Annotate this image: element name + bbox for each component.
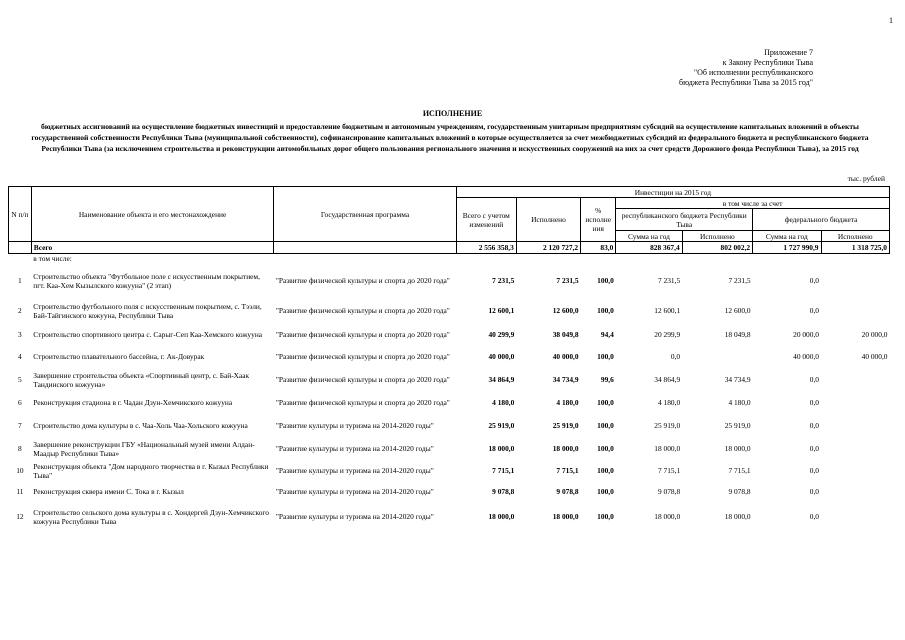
row-number: 11 [16,487,24,496]
table-row [9,482,890,502]
plan-value: 7 715,1 [492,466,515,475]
total-exec: 2 120 727,2 [516,242,580,254]
fed-plan-value: 0,0 [809,375,819,384]
rep-plan-value: 7 231,5 [657,276,681,285]
total-rep-exec: 802 002,2 [682,242,752,254]
table-row [9,392,890,414]
header-num: N п/п [9,187,32,242]
header-rep-year-sum: Сумма на год [616,231,682,242]
header-rep-executed: Исполнено [682,231,752,242]
fed-plan-value: 0,0 [809,276,819,285]
object-name: Строительство плавательного бассейна, г. Ак-Довурак [33,352,205,361]
plan-value: 18 000,0 [488,512,515,521]
total-fed-plan: 1 727 990,9 [753,242,821,254]
rep-plan-value: 12 600,1 [654,306,681,315]
fed-plan-value: 0,0 [809,512,819,521]
row-number: 12 [16,512,24,521]
fed-plan-value: 0,0 [809,306,819,315]
percent-value: 100,0 [597,398,614,407]
rep-exec-value: 18 000,0 [724,512,751,521]
rep-exec-value: 4 180,0 [728,398,751,407]
appendix-line: к Закону Республики Тыва [722,58,813,67]
percent-value: 100,0 [597,306,614,315]
object-name: Строительство дома культуры в с. Чаа-Холь Чаа-Хольского кожууна [33,421,248,430]
rep-plan-value: 18 000,0 [654,512,681,521]
rep-exec-value: 7 231,5 [728,276,751,285]
exec-value: 7 715,1 [556,466,579,475]
table-row [9,438,890,460]
object-name: Завершение строительства объекта «Спортивный центр, с. Бай-Хаак Тандинского кожууна» [33,370,250,389]
object-name: Реконструкция стадиона в г. Чадан Дзун-Хемчикского кожууна [33,398,233,407]
program-name: "Развитие культуры и туризма на 2014-2020 годы" [275,421,434,430]
rep-plan-value: 0,0 [670,352,681,361]
header-fed-budget: федерального бюджета [753,209,890,231]
rep-exec-value: 18 049,8 [724,330,751,339]
fed-exec-value [821,392,890,414]
fed-exec-value: 20 000,0 [861,330,888,339]
header-invest: Инвестиции на 2015 год [456,187,889,198]
header-name: Наименование объекта и его местонахождение [31,187,274,242]
program-name: "Развитие культуры и туризма на 2014-2020 годы" [275,466,434,475]
row-number: 3 [18,330,22,339]
row-number: 8 [18,444,22,453]
percent-value: 100,0 [597,466,614,475]
percent-value: 100,0 [597,352,614,361]
rep-plan-value: 4 180,0 [657,398,681,407]
fed-plan-value: 40 000,0 [793,352,819,361]
header-total-plan: Всего с учетом изменений [456,198,516,242]
document-title: ИСПОЛНЕНИЕ [422,109,483,118]
plan-value: 40 299,9 [488,330,515,339]
header-fed-year-sum: Сумма на год [753,231,821,242]
rep-exec-value: 12 600,0 [724,306,751,315]
table-row [9,502,890,532]
exec-value: 18 000,0 [552,444,579,453]
object-name: Строительство объекта "Футбольное поле с искусственным покрытием, пгт. Каа-Хем Кызылского кожууна" (2 этап) [33,271,260,290]
plan-value: 12 600,1 [488,306,515,315]
percent-value: 94,4 [600,330,614,339]
rep-plan-value: 20 299,9 [654,330,681,339]
total-fed-exec: 1 318 725,0 [821,242,890,254]
fed-plan-value: 0,0 [809,487,819,496]
execution-table [8,186,890,532]
fed-exec-value [821,298,890,324]
program-name: "Развитие культуры и туризма на 2014-2020 годы" [275,512,434,521]
appendix-line: бюджета Республики Тыва за 2015 год" [679,78,813,87]
rep-plan-value: 18 000,0 [654,444,681,453]
rep-plan-value: 25 919,0 [654,421,681,430]
plan-value: 4 180,0 [492,398,515,407]
header-including: в том числе за счет [616,198,890,209]
total-rep-plan: 828 367,4 [616,242,682,254]
plan-value: 9 078,8 [492,487,515,496]
total-plan: 2 556 358,3 [456,242,516,254]
fed-exec-value [821,438,890,460]
page-number: 1 [889,16,893,25]
table-row [9,264,890,298]
exec-value: 38 049,8 [552,330,579,339]
percent-value: 100,0 [597,487,614,496]
plan-value: 7 231,5 [492,276,515,285]
row-number: 2 [18,306,22,315]
rep-plan-value: 34 864,9 [654,375,681,384]
object-name: Строительство футбольного поля с искусственным покрытием, с. Тээли, Бай-Тайгинского кожууна, Республики Тыва [33,301,262,320]
plan-value: 18 000,0 [488,444,515,453]
rep-exec-value: 9 078,8 [728,487,751,496]
percent-value: 99,6 [600,375,614,384]
including-label: в том числе: [33,254,72,264]
fed-plan-value: 0,0 [809,444,819,453]
object-name: Строительство спортивного центра с. Сарыг-Сеп Каа-Хемского кожууна [33,330,263,339]
appendix-line: Приложение 7 [764,48,813,57]
table-row [9,346,890,368]
program-name: "Развитие физической культуры и спорта до 2020 года" [275,306,450,315]
fed-exec-value [821,460,890,482]
fed-plan-value: 0,0 [809,466,819,475]
exec-value: 18 000,0 [552,512,579,521]
header-percent: % исполне ния [581,198,616,242]
table-row [9,460,890,482]
object-name: Завершение реконструкции ГБУ «Национальный музей имени Алдан-Маадыр Республики Тыва» [33,439,255,458]
exec-value: 9 078,8 [556,487,579,496]
header-program: Государственная программа [274,187,456,242]
total-label: Всего [31,242,274,254]
units-label: тыс. рублей [847,174,885,183]
object-name: Реконструкция объекта "Дом народного творчества в г. Кызыл Республики Тыва" [33,461,269,480]
program-name: "Развитие физической культуры и спорта до 2020 года" [275,276,450,285]
header-executed: Исполнено [516,198,580,242]
table-row [9,414,890,438]
object-name: Реконструкция сквера имени С. Тока в г. Кызыл [33,487,184,496]
plan-value: 34 864,9 [488,375,515,384]
program-name: "Развитие физической культуры и спорта до 2020 года" [275,375,450,384]
header-fed-executed: Исполнено [821,231,890,242]
object-name: Строительство сельского дома культуры в с. Хондергей Дзун-Хемчикского кожууна Республики Тыва [33,507,269,526]
rep-exec-value: 34 734,9 [724,375,751,384]
exec-value: 12 600,0 [552,306,579,315]
program-name: "Развитие культуры и туризма на 2014-2020 годы" [275,487,434,496]
program-name: "Развитие физической культуры и спорта до 2020 года" [275,352,450,361]
plan-value: 40 000,0 [488,352,515,361]
row-number: 6 [18,398,22,407]
fed-exec-value [821,414,890,438]
exec-value: 25 919,0 [552,421,579,430]
rep-plan-value: 9 078,8 [657,487,681,496]
table-row [9,368,890,392]
percent-value: 100,0 [597,444,614,453]
row-number: 4 [18,352,22,361]
fed-exec-value [821,482,890,502]
fed-exec-value: 40 000,0 [861,352,888,361]
table-row [9,298,890,324]
plan-value: 25 919,0 [488,421,515,430]
program-name: "Развитие культуры и туризма на 2014-2020 годы" [275,444,434,453]
fed-exec-value [821,502,890,532]
exec-value: 40 000,0 [552,352,579,361]
rep-exec-value: 18 000,0 [724,444,751,453]
rep-plan-value: 7 715,1 [657,466,681,475]
fed-plan-value: 20 000,0 [793,330,819,339]
fed-plan-value: 0,0 [809,398,819,407]
fed-exec-value [821,264,890,298]
program-name: "Развитие физической культуры и спорта до 2020 года" [275,398,450,407]
total-pct: 83,0 [581,242,616,254]
exec-value: 34 734,9 [552,375,579,384]
fed-exec-value [821,368,890,392]
appendix-line: "Об исполнении республиканского [693,68,813,77]
header-rep-budget: республиканского бюджета Республики Тыва [616,209,753,231]
percent-value: 100,0 [597,276,614,285]
rep-exec-value: 25 919,0 [724,421,751,430]
exec-value: 4 180,0 [556,398,579,407]
appendix-note [613,48,813,88]
percent-value: 100,0 [597,421,614,430]
exec-value: 7 231,5 [556,276,579,285]
row-number: 1 [18,276,22,285]
row-number: 7 [18,421,22,430]
row-number: 5 [18,375,22,384]
table-row [9,324,890,346]
rep-exec-value: 7 715,1 [728,466,751,475]
total-row [9,242,890,254]
program-name: "Развитие физической культуры и спорта до 2020 года" [275,330,450,339]
rep-exec-value [682,346,752,368]
document-subtitle: бюджетных ассигнований на осуществление бюджетных инвестиций и предоставление бюджетным и автономным учреждениям, государственным унитарным предприятиям субсидий на осуществление капитальных вложений в объекты государственной собственности Республики Тыва (муниципальной собственности), софинансирование капитальных вложений в которые осуществляется за счет межбюджетных субсидий из федерального бюджета и республиканского бюджета Республики Тыва (за исключением строительства и реконструкции автомобильных дорог общего пользования регионального значения и искусственных сооружений на них за счет средств Дорожного фонда Республики Тыва), за 2015 год [31,122,869,153]
fed-plan-value: 0,0 [809,421,819,430]
percent-value: 100,0 [597,512,614,521]
row-number: 10 [16,466,24,475]
